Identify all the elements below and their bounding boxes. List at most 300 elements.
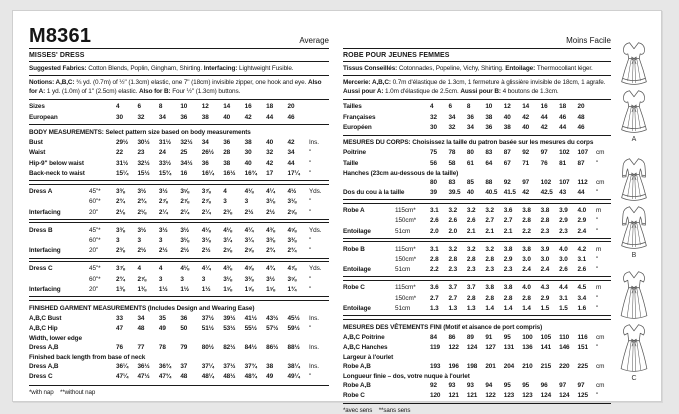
unit-cell: cm [596, 149, 605, 157]
cell-value: 3½ [137, 226, 147, 234]
cell-value: 2.6 [448, 217, 458, 225]
cell-value: 71 [522, 159, 530, 167]
row-label: A,B,C Hip [29, 325, 58, 333]
cell-value: 4⅛ [180, 265, 190, 273]
cell-value: 3 [158, 237, 163, 245]
cell-value: 16 [244, 103, 252, 111]
cell-value: 92 [522, 149, 530, 157]
row-sub-label: 45"* [89, 188, 101, 196]
row-label: Robe A,B [343, 363, 371, 371]
row-label: Interfacing [29, 247, 61, 255]
cell-value: 26½ [201, 149, 214, 157]
cell-value: 2.8 [540, 217, 550, 225]
cell-value: 2.9 [559, 217, 568, 225]
text-segment: ¾ yd. (0.7m) of ½" (1.3cm) elastic, one 7" (18cm) invisible zipper, one hook and eye. [76, 79, 308, 87]
cell-value: 36 [466, 113, 474, 121]
cell-value: 94 [485, 381, 493, 389]
cell-value: 34½ [180, 159, 193, 167]
cell-value: 38 [503, 124, 511, 132]
view-a-group [613, 39, 655, 144]
cell-value: 83 [448, 178, 456, 186]
cell-value: 2¾ [137, 198, 147, 206]
difficulty-label-french: Moins Facile [566, 36, 611, 45]
cell-value: 2.0 [448, 227, 458, 235]
cell-value: 16½ [223, 170, 236, 178]
cell-value: 110 [559, 333, 570, 341]
cell-value: 78 [448, 149, 456, 157]
cell-value: 2.3 [540, 227, 550, 235]
cell-value: 3.0 [522, 255, 531, 263]
cell-value: 24 [158, 149, 166, 157]
cell-value: 4¼ [244, 226, 254, 234]
unit-cell: cm [596, 333, 605, 341]
cell-value: 3.6 [503, 206, 513, 214]
cell-value: 123 [503, 392, 515, 400]
table-row [343, 122, 611, 132]
cell-value: 3⅝ [287, 275, 297, 283]
cell-value: 42 [244, 113, 252, 121]
table-row [343, 380, 611, 390]
unit-cell: Ins. [309, 139, 319, 147]
cell-value: 4¾ [266, 265, 275, 273]
row-sub-label: 60"* [89, 275, 101, 283]
row-label: European [29, 113, 58, 121]
cell-value: 2.9 [540, 294, 550, 302]
table-row [29, 186, 329, 196]
row-label: Bust [29, 139, 43, 147]
cell-value: 40 [244, 159, 252, 167]
cell-value: 2½ [137, 247, 147, 255]
cell-value: 91 [485, 333, 493, 341]
unit-cell: " [309, 159, 312, 167]
cell-value: 124 [559, 392, 570, 400]
cell-value: 43½ [266, 314, 279, 322]
cell-value: 2¼ [180, 208, 190, 216]
table-row [29, 361, 329, 371]
cell-value: 3 [137, 237, 141, 245]
cell-value: 6 [448, 103, 452, 111]
table-row [29, 342, 329, 352]
cell-value: 4⅜ [266, 226, 275, 234]
cell-value: 50 [180, 325, 188, 333]
unit-cell: " [596, 159, 599, 167]
cell-value: 14 [223, 103, 231, 111]
cell-value: 44 [540, 113, 548, 121]
cell-value: 2.6 [577, 266, 587, 274]
row-sub-label: 45"* [89, 226, 101, 234]
cell-value: 1.3 [430, 304, 439, 312]
cell-value: 2¾ [116, 275, 125, 283]
text-segment: Cotton Blends, Poplin, Gingham, Shirting. [88, 64, 204, 72]
cell-value: 3.9 [540, 245, 550, 253]
cell-value: 38 [244, 139, 252, 147]
cell-value: 3 [223, 198, 227, 206]
cell-value: 43 [559, 189, 567, 197]
cell-value: 3 [158, 275, 163, 283]
unit-cell: " [596, 304, 599, 312]
dress-c-back-sketch [613, 321, 655, 374]
cell-value: 47¼ [116, 373, 129, 381]
cell-value: 107 [577, 149, 588, 157]
cell-value: 87 [503, 149, 511, 157]
unit-cell: Ins. [309, 344, 319, 352]
row-sub-label: 115cm* [395, 206, 416, 214]
row-label: Entoilage [343, 227, 371, 235]
cell-value: 25 [180, 149, 188, 157]
cell-value: 225 [577, 363, 588, 371]
cell-value: 2.8 [522, 217, 531, 225]
cell-value: 3¼ [223, 237, 232, 245]
cell-value: 30 [116, 113, 123, 121]
cell-value: 51½ [201, 325, 214, 333]
cell-value: 3.1 [430, 245, 439, 253]
cell-value: 4 [137, 265, 141, 273]
row-label: Waist [29, 149, 46, 157]
cell-value: 45½ [287, 314, 300, 322]
cell-value: 8 [466, 103, 471, 111]
row-sub-label: 51cm [395, 227, 411, 235]
cell-value: 2.8 [503, 294, 513, 302]
unit-cell: " [309, 149, 312, 157]
cell-value: 1¾ [287, 286, 297, 294]
cell-value: 92 [503, 178, 511, 186]
cell-value: 3.0 [559, 255, 568, 263]
cell-value: 3.9 [559, 206, 568, 214]
cell-value: 12 [503, 103, 511, 111]
section-subhead: Longueur finie – dos, votre nuque à l'ourlet [343, 373, 470, 381]
table-row [343, 332, 611, 342]
french-column [343, 17, 611, 414]
table-row [29, 274, 329, 284]
cell-value: 37½ [201, 314, 214, 322]
cell-value: 3.1 [559, 294, 568, 302]
cell-value: 3.2 [448, 206, 458, 214]
cell-value: 4 [116, 103, 120, 111]
cell-value: 3.2 [448, 245, 458, 253]
views-column [611, 17, 657, 395]
row-label: Interfacing [29, 286, 61, 294]
cell-value: 4⅛ [201, 226, 211, 234]
cell-value: 3.8 [503, 284, 513, 292]
cell-value: 77 [137, 344, 145, 352]
cell-value: 84 [430, 333, 437, 341]
cell-value: 34 [287, 149, 295, 157]
cell-value: 46 [577, 124, 585, 132]
cell-value: 16 [180, 170, 188, 178]
cell-value: 10 [180, 103, 188, 111]
cell-value: 92 [430, 381, 437, 389]
section-header: FINISHED GARMENT MEASUREMENTS (Includes Design and Wearing Ease) [29, 304, 255, 312]
row-label: Poitrine [343, 149, 366, 157]
mercerie-paragraph [343, 76, 611, 100]
cell-value: 37¼ [201, 363, 214, 371]
cell-value: 2.7 [503, 217, 513, 225]
table-row [343, 254, 611, 264]
unit-cell: " [309, 247, 312, 255]
title-english: MISSES' DRESS [29, 49, 329, 62]
masthead-english [29, 17, 329, 49]
cell-value: 47 [116, 325, 123, 333]
unit-cell: " [309, 275, 312, 283]
cell-value: 1⅜ [116, 286, 125, 294]
cell-value: 4.5 [577, 284, 587, 292]
cell-value: 2.4 [522, 266, 531, 274]
cell-value: 48 [577, 113, 585, 121]
row-label: Dress B [29, 226, 53, 234]
table-rule [343, 199, 611, 204]
footnote: *avec sens **sans sens [343, 407, 411, 414]
cell-value: 40 [522, 124, 530, 132]
cell-value: 3.8 [485, 284, 494, 292]
cell-value: 2.2 [430, 266, 439, 274]
cell-value: 3.8 [522, 245, 531, 253]
table-row [343, 391, 611, 401]
cell-value: 2.3 [503, 266, 513, 274]
cell-value: 76 [116, 344, 123, 352]
cell-value: 80½ [201, 344, 214, 352]
cell-value: 2.8 [466, 294, 476, 302]
cell-value: 30½ [137, 139, 150, 147]
table-row [343, 112, 611, 122]
cell-value: 88½ [287, 344, 300, 352]
cell-value: 2½ [201, 247, 211, 255]
cell-value: 44 [559, 124, 567, 132]
cell-value: 97 [522, 178, 530, 186]
cell-value: 2.3 [485, 266, 494, 274]
cell-value: 31½ [116, 159, 129, 167]
cell-value: 3⅜ [244, 275, 254, 283]
cell-value: 3.8 [540, 206, 550, 214]
cell-value: 3⅜ [116, 226, 125, 234]
cell-value: 10 [485, 103, 493, 111]
cell-value: 44 [287, 159, 295, 167]
english-column [29, 17, 329, 395]
cell-value: 1½ [158, 286, 168, 294]
table-row [29, 207, 329, 217]
cell-value: 2¼ [158, 208, 168, 216]
cell-value: 38 [223, 159, 231, 167]
unit-cell: Ins. [309, 363, 319, 371]
dress-c-front-sketch [613, 268, 655, 321]
measurements-table-french [343, 137, 611, 414]
row-label: Entoilage [343, 304, 371, 312]
row-label: Robe C [343, 284, 365, 292]
cell-value: 1.5 [540, 304, 550, 312]
cell-value: 3⅝ [180, 188, 190, 196]
table-row [29, 148, 329, 158]
row-sub-label: 20" [89, 208, 99, 216]
cell-value: 31½ [158, 139, 172, 147]
unit-cell: " [596, 255, 599, 263]
row-label: Back-neck to waist [29, 170, 85, 178]
cell-value: 3⅜ [116, 188, 125, 196]
cell-value: 36¾ [158, 363, 172, 371]
row-label: Robe A,B [343, 381, 371, 389]
cell-value: 35 [158, 314, 166, 322]
cell-value: 42 [540, 124, 548, 132]
cell-value: 2.9 [503, 255, 513, 263]
view-c-group [613, 268, 655, 383]
cell-value: 40 [223, 113, 231, 121]
cell-value: 34 [137, 314, 145, 322]
table-row [29, 137, 329, 147]
cell-value: 4.2 [577, 245, 587, 253]
cell-value: 1.5 [559, 304, 568, 312]
cell-value: 105 [540, 333, 552, 341]
cell-value: 204 [503, 363, 515, 371]
cell-value: 121 [448, 392, 459, 400]
cell-value: 67 [503, 159, 511, 167]
table-row [29, 264, 329, 274]
table-row [29, 284, 329, 294]
unit-cell: " [309, 373, 312, 381]
cell-value: 34 [201, 139, 209, 147]
cell-value: 121 [466, 392, 478, 400]
cell-value: 2⅛ [116, 208, 125, 216]
table-row [29, 112, 329, 122]
cell-value: 3.2 [485, 206, 494, 214]
cell-value: 4¼ [266, 188, 275, 196]
row-label: A,B,C Hanches [343, 344, 388, 352]
cell-value: 57½ [266, 325, 279, 333]
row-sub-label: 60"* [89, 198, 101, 206]
row-label: Dress A,B [29, 363, 59, 371]
cell-value: 83 [485, 149, 493, 157]
cell-value: 93 [448, 381, 456, 389]
unit-cell: " [596, 217, 599, 225]
cell-value: 36 [180, 113, 188, 121]
cell-value: 2.9 [577, 217, 587, 225]
cell-value: 3.7 [448, 284, 458, 292]
cell-value: 97 [559, 381, 567, 389]
row-label: Françaises [343, 113, 376, 121]
cell-value: 95 [522, 381, 530, 389]
cell-value: 46 [287, 113, 295, 121]
dress-b-front-sketch [613, 155, 655, 203]
cell-value: 33 [116, 314, 123, 322]
unit-cell: m [596, 245, 602, 253]
cell-value: 193 [430, 363, 441, 371]
cell-value: 2.6 [430, 217, 439, 225]
cell-value: 198 [466, 363, 478, 371]
cell-value: 28 [223, 149, 231, 157]
row-label: Tailles [343, 103, 362, 111]
cell-value: 53½ [223, 325, 236, 333]
cell-value: 20 [577, 103, 585, 111]
cell-value: 201 [485, 363, 496, 371]
cell-value: 40 [503, 113, 511, 121]
cell-value: 2.7 [448, 294, 458, 302]
row-sub-label: 115cm* [395, 245, 416, 253]
cell-value: 38¼ [287, 363, 300, 371]
cell-value: 3⅞ [201, 188, 211, 196]
cell-value: 131 [503, 344, 515, 352]
unit-cell: " [596, 392, 599, 400]
cell-value: 40.5 [485, 189, 498, 197]
lead-in-label: Suggested Fabrics: [29, 64, 89, 72]
unit-cell: " [309, 208, 312, 216]
row-label: Robe B [343, 245, 365, 253]
title-french: ROBE POUR JEUNES FEMMES [343, 49, 611, 62]
unit-cell: cm [596, 363, 605, 371]
view-c-label: C [631, 375, 637, 382]
cell-value: 38 [201, 113, 209, 121]
cell-value: 15½ [137, 170, 150, 178]
cell-value: 47¾ [158, 373, 172, 381]
cell-value: 3⅜ [287, 237, 297, 245]
table-row [29, 102, 329, 112]
cell-value: 16¾ [244, 170, 257, 178]
cell-value: 3.0 [540, 255, 550, 263]
cell-value: 34 [448, 113, 456, 121]
row-sub-label: 20" [89, 247, 99, 255]
row-label: Européen [343, 124, 372, 132]
cell-value: 42 [522, 189, 530, 197]
cell-value: 2.7 [485, 217, 494, 225]
cell-value: 3 [244, 198, 249, 206]
cell-value: 32 [137, 113, 145, 121]
cell-value: 123 [522, 392, 533, 400]
cell-value: 2.8 [448, 255, 458, 263]
cell-value: 37 [180, 363, 188, 371]
cell-value: 17¼ [287, 170, 300, 178]
unit-cell: Ins. [309, 314, 319, 322]
cell-value: 48¼ [201, 373, 214, 381]
table-row [343, 102, 611, 112]
lead-in-label: Aussi pour A: [343, 88, 386, 96]
cell-value: 38 [485, 113, 493, 121]
row-label: Entoilage [343, 266, 371, 274]
cell-value: 102 [540, 178, 552, 186]
notions-paragraph [29, 76, 329, 100]
table-rule [29, 219, 329, 224]
cell-value: 32½ [137, 159, 150, 167]
cell-value: 1.6 [577, 304, 587, 312]
cell-value: 41.5 [503, 189, 516, 197]
text-segment: 0.7m d'élastique de 1.3cm, 1 fermeture à glissière invisible de 18cm, 1 agrafe. [392, 79, 606, 87]
section-subhead: Largeur à l'ourlet [343, 354, 394, 362]
table-rule [29, 180, 329, 185]
cell-value: 2.8 [485, 255, 494, 263]
cell-value: 3½ [266, 275, 275, 283]
unit-cell: " [596, 344, 599, 352]
row-label: A,B,C Bust [29, 314, 62, 322]
cell-value: 34 [158, 113, 166, 121]
cell-value: 48½ [223, 373, 236, 381]
unit-cell: " [309, 286, 312, 294]
cell-value: 3⅞ [116, 265, 125, 273]
cell-value: 107 [559, 178, 570, 186]
row-sub-label: 150cm* [395, 294, 417, 302]
text-segment: Thermocollant léger. [536, 64, 593, 72]
cell-value: 86 [448, 333, 456, 341]
cell-value: 120 [430, 392, 441, 400]
cell-value: 4⅜ [223, 265, 232, 273]
cell-value: 2⅝ [223, 247, 232, 255]
sizes-table-english [29, 100, 329, 125]
table-row [29, 197, 329, 207]
cell-value: 49 [158, 325, 166, 333]
row-label: Interfacing [29, 208, 61, 216]
cell-value: 4⅝ [244, 265, 254, 273]
unit-cell: m [596, 284, 602, 292]
table-row [343, 361, 611, 371]
cell-value: 4⅝ [287, 226, 297, 234]
cell-value: 2⅞ [158, 198, 168, 206]
cell-value: 40 [266, 139, 274, 147]
cell-value: 4⅛ [244, 188, 254, 196]
cell-value: 3.6 [430, 284, 439, 292]
